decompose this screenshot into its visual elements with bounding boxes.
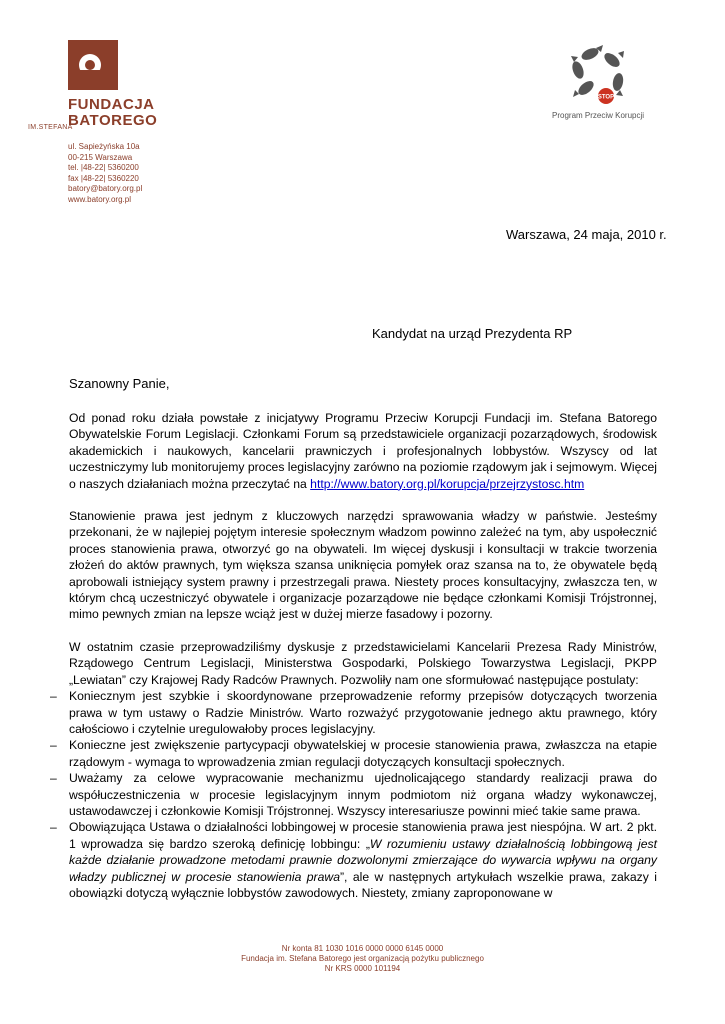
foundation-address [68,142,142,205]
postulate-4-before: Obowiązująca Ustawa o działalności lobbingowej w procesie stanowienia prawa jest niespójna. W art. 2 pkt. 1 wprowadza się bardzo szeroką definicję lobbingu: „ [69,820,657,851]
footer-krs: Nr KRS 0000 101194 [324,964,401,973]
address-city: 00-215 Warszawa [68,152,133,162]
lobbying-definition-quote: W rozumieniu ustawy działalnością lobbingową jest każde działanie prowadzone metodami prawnie dozwolonymi zmierzające do wywarcia wpływu na organy władzy publicznej w procesie stanowienia prawa [69,836,658,884]
address-website: www.batory.org.pl [68,194,131,204]
footer-status: Fundacja im. Stefana Batorego jest organizacją pożytku publicznego [241,954,484,963]
stop-badge-text: STOP [597,94,615,101]
footer-account: Nr konta 81 1030 1016 0000 0000 6145 0000 [281,944,444,953]
list-dash: – [50,820,57,835]
postulate-item [50,737,657,770]
address-street: ul. Sapieżyńska 10a [68,142,140,151]
foundation-name [68,97,157,129]
letter-body [50,410,658,901]
postulate-item [50,688,657,737]
address-fax: fax |48-22| 5360220 [68,173,139,183]
foundation-name-line2: BATOREGO [68,112,158,129]
postulate-text: Konieczne jest zwiększenie partycypacji obywatelskiej w procesie stanowienia prawa, zwłaszcza na etapie rządowym - wymaga to wprowadzenia zmian regulacji dotyczących konsultacji społecznych. [69,738,657,769]
letter-date: Warszawa, 24 maja, 2010 r. [506,227,667,242]
paragraph-3-intro: W ostatnim czasie przeprowadziliśmy dyskusje z przedstawicielami Kancelarii Prezesa Rady Ministrów, Rządowego Centrum Legislacji, Ministerstwa Gospodarki, Polskiego Towarzystwa Legislacji, PKPP „Lewiatan” czy Krajowej Rady Radców Prawnych. Pozwoliły nam one sformułować następujące postulaty: [69,639,657,687]
list-dash: – [50,738,57,753]
postulate-item [50,770,657,819]
fundacja-batorego-logo [68,40,118,90]
postulate-item [50,819,658,901]
list-dash: – [50,771,57,786]
batory-link[interactable]: http://www.batory.org.pl/korupcja/przejrzystosc.htm [310,476,585,491]
postulate-text: Koniecznym jest szybkie i skoordynowane przeprowadzenie reformy przepisów dotyczących tworzenia prawa w tym ustawy o Radzie Ministrów. Warto rozważyć przygotowanie jednego aktu prawnego, który całościowo i czytelnie uregulowałoby proces legislacyjny. [69,689,657,736]
address-email: batory@batory.org.pl [68,184,143,193]
paragraph-2: Stanowienie prawa jest jednym z kluczowych narzędzi sprawowania władzy w państwie. Jesteśmy przekonani, że w najlepiej pojętym interesie społecznym władzom powinno zależeć na tym, aby uspołecznić proces stanowienia prawa, otworzyć go na obywateli. Im więcej dyskusji i konsultacji w trakcie tworzenia złożeń do aktów prawnych, tym większa szansa uniknięcia pomyłek oraz szansa na to, że obywatele będą aprobowali istniejący system prawny i przestrzegali prawa. Niestety proces konsultacyjny, zwłaszcza ten, w którym chcą uczestniczyć obywatele i organizacje pozarządowe nie będące członkami Komisji Trójstronnej, mimo pewnych zmian na lepsze wciąż jest w dużej mierze fasadowy i pozorny. [69,509,657,622]
paragraph-1 [69,410,657,492]
im-stefana-label: IM.STEFANA [28,124,73,131]
recipient: Kandydat na urząd Prezydenta RP [372,326,573,341]
program-przeciw-korupcji-logo [566,44,630,108]
paragraph-1-text: Od ponad roku działa powstałe z inicjatywy Programu Przeciw Korupcji Fundacji im. Stefana Batorego Obywatelskie Forum Legislacji. Członkami Forum są przedstawiciele organizacji pozarządowych, środowisk akademickich i naukowych, kancelarii prawniczych i profesjonalnych lobbystów. Wszyscy od lat uczestniczymy lub monitorujemy proces legislacyjny zarówno na poziomie rządowym jak i sejmowym. Więcej o naszych działaniach można przeczytać na [69,411,657,491]
foundation-name-line1: FUNDACJA [68,96,155,113]
postulate-4-after: ”, ale w następnych artykułach wszelkie prawa, zakazy i obowiązki dotyczą wyłącznie lobbystów zawodowych. Niestety, zmiany zaproponowane w [69,869,657,900]
greeting: Szanowny Panie, [69,376,170,391]
address-phone: tel. |48-22| 5360200 [68,163,139,172]
list-dash: – [50,689,57,704]
postulate-text: Uważamy za celowe wypracowanie mechanizmu ujednolicającego standardy realizacji prawa do współuczestniczenia w procesie legislacyjnym innym podmiotom niż organa władzy wykonawczej, ustawodawczej i członkowie Komisji Trójstronnej. Wszyscy interesariusze powinni mieć takie same prawa. [69,771,657,818]
program-label: Program Przeciw Korupcji [552,111,645,120]
footer [0,944,725,974]
